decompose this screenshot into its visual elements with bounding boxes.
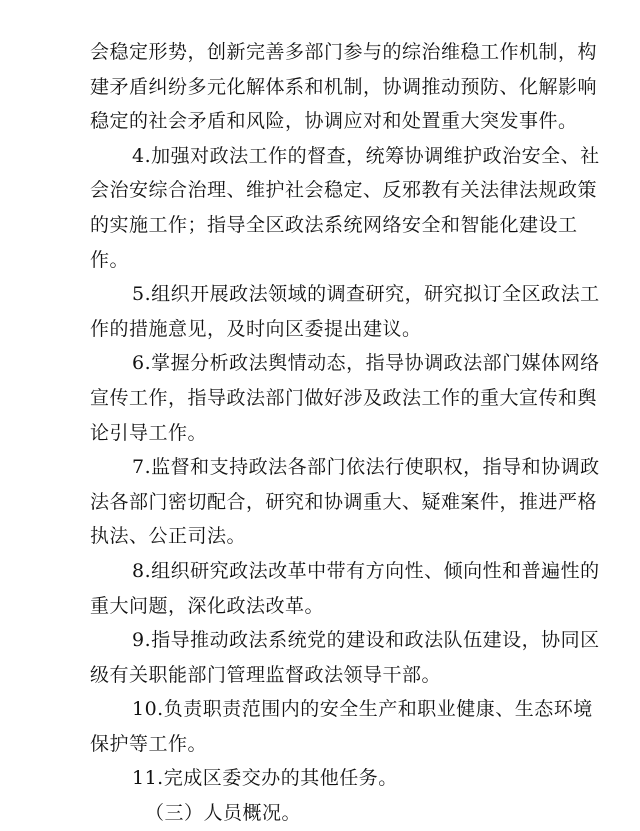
paragraph-start-line: 4.加强对政法工作的督查，统筹协调维护政治安全、社 <box>132 144 600 167</box>
text-line: 重大问题，深化政法改革。 <box>90 594 325 617</box>
paragraph-start-line: 5.组织开展政法领域的调查研究，研究拟订全区政法工 <box>132 283 600 306</box>
paragraph-start-line: 7.监督和支持政法各部门依法行使职权，指导和协调政 <box>132 456 600 479</box>
paragraph-start-line: 8.组织研究政法改革中带有方向性、倾向性和普遍性的 <box>132 559 600 582</box>
text-line: 作。 <box>90 248 130 271</box>
text-line: 建矛盾纠纷多元化解体系和机制，协调推动预防、化解影响 <box>90 75 598 98</box>
text-line: 执法、公正司法。 <box>90 525 247 548</box>
paragraph-start-line: 9.指导推动政法系统党的建设和政法队伍建设，协同区 <box>132 629 600 652</box>
text-line: 级有关职能部门管理监督政法领导干部。 <box>90 663 442 686</box>
text-line: 的实施工作；指导全区政法系统网络安全和智能化建设工 <box>90 213 578 236</box>
text-line: 会治安综合治理、维护社会稳定、反邪教有关法律法规政策 <box>90 179 598 202</box>
text-line: 会稳定形势，创新完善多部门参与的综治维稳工作机制，构 <box>90 41 598 63</box>
text-line: 作的措施意见，及时向区委提出建议。 <box>90 317 422 340</box>
section-heading: （三）人员概况。 <box>145 802 302 825</box>
text-line: 稳定的社会矛盾和风险，协调应对和处置重大突发事件。 <box>90 110 578 133</box>
paragraph-start-line: 11.完成区委交办的其他任务。 <box>132 767 398 790</box>
paragraph-start-line: 6.掌握分析政法舆情动态，指导协调政法部门媒体网络 <box>132 352 600 375</box>
text-line: 法各部门密切配合，研究和协调重大、疑难案件，推进严格 <box>90 490 598 513</box>
text-line: 宣传工作，指导政法部门做好涉及政法工作的重大宣传和舆 <box>90 386 598 409</box>
text-line: 论引导工作。 <box>90 421 208 444</box>
text-line: 保护等工作。 <box>90 732 208 755</box>
paragraph-start-line: 10.负责职责范围内的安全生产和职业健康、生态环境 <box>132 698 593 721</box>
